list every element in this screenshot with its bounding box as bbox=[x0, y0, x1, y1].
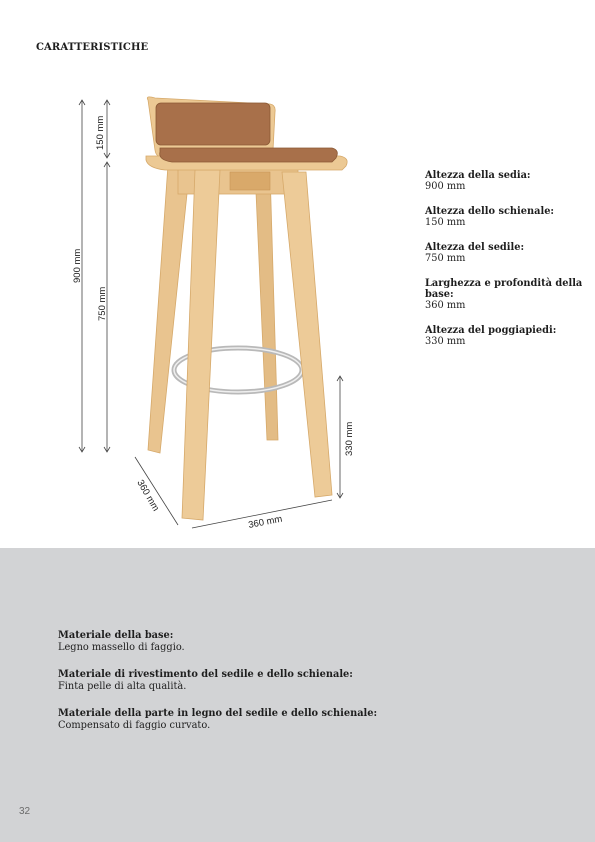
dim-depth-label: 360 mm bbox=[134, 478, 162, 514]
front-left-leg bbox=[182, 170, 220, 520]
spec-item bbox=[425, 278, 595, 311]
dim-total-label: 900 mm bbox=[72, 248, 83, 283]
page-number: 32 bbox=[19, 806, 31, 817]
spec-label: Altezza della sedia: bbox=[425, 170, 531, 181]
material-item bbox=[58, 630, 558, 654]
back-left-leg bbox=[148, 165, 190, 453]
seat-apron-block bbox=[230, 172, 270, 190]
spec-value: 360 mm bbox=[425, 300, 466, 311]
backrest-cushion bbox=[156, 103, 270, 145]
spec-label: Larghezza e profondità della base: bbox=[425, 278, 583, 300]
spec-value: 330 mm bbox=[425, 336, 466, 347]
spec-value: 750 mm bbox=[425, 253, 466, 264]
spec-value: 900 mm bbox=[425, 181, 466, 192]
materials-list bbox=[58, 630, 558, 747]
material-item bbox=[58, 708, 558, 732]
spec-item bbox=[425, 206, 595, 228]
front-right-leg bbox=[282, 172, 332, 497]
material-value: Legno massello di faggio. bbox=[58, 642, 185, 653]
material-value: Finta pelle di alta qualità. bbox=[58, 681, 187, 692]
dim-width-label: 360 mm bbox=[247, 513, 284, 531]
material-item bbox=[58, 669, 558, 693]
dim-footrest-label: 330 mm bbox=[344, 421, 355, 456]
material-label: Materiale di rivestimento del sedile e dello schienale: bbox=[58, 669, 353, 680]
spec-item bbox=[425, 170, 595, 192]
material-label: Materiale della parte in legno del sedile e dello schienale: bbox=[58, 708, 378, 719]
dim-seat-label: 750 mm bbox=[97, 286, 108, 321]
specs-list bbox=[425, 170, 595, 361]
spec-label: Altezza dello schienale: bbox=[425, 206, 555, 217]
spec-item bbox=[425, 325, 595, 347]
dim-backrest-label: 150 mm bbox=[95, 115, 106, 150]
spec-label: Altezza del sedile: bbox=[425, 242, 525, 253]
material-value: Compensato di faggio curvato. bbox=[58, 720, 211, 731]
material-label: Materiale della base: bbox=[58, 630, 174, 641]
spec-label: Altezza del poggiapiedi: bbox=[425, 325, 557, 336]
page-title: CARATTERISTICHE bbox=[36, 42, 149, 53]
materials-panel bbox=[0, 548, 595, 842]
seat-cushion bbox=[160, 148, 338, 162]
bar-stool-figure bbox=[60, 90, 420, 540]
spec-value: 150 mm bbox=[425, 217, 466, 228]
back-right-leg bbox=[255, 170, 278, 440]
spec-item bbox=[425, 242, 595, 264]
